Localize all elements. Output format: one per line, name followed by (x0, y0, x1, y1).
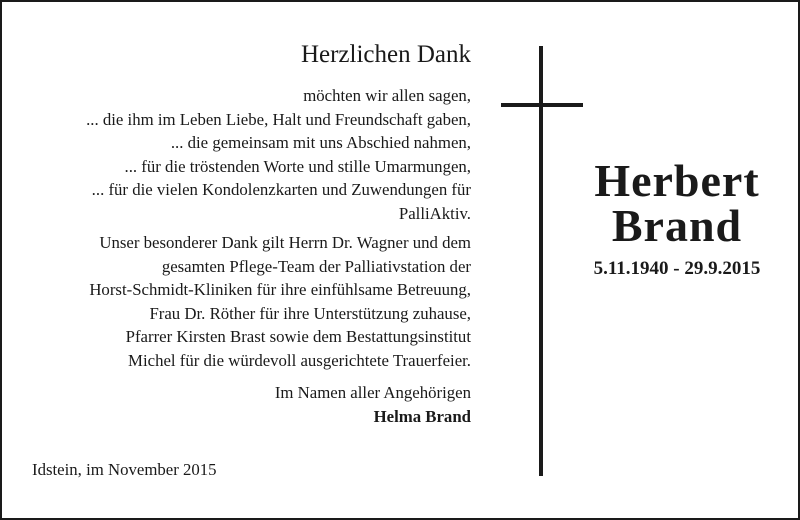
special-thanks-line: Pfarrer Kirsten Brast sowie dem Bestattungsinstitut (125, 327, 471, 347)
signoff-block (275, 381, 471, 428)
thanks-paragraph (86, 84, 471, 226)
life-dates: 5.11.1940 - 29.9.2015 (593, 258, 761, 279)
special-thanks-line: Unser besonderer Dank gilt Herrn Dr. Wagner und dem (99, 233, 471, 252)
thanks-line: möchten wir allen sagen, (303, 86, 471, 105)
special-thanks-line: Horst-Schmidt-Kliniken für ihre einfühlsame Betreuung, (89, 280, 471, 300)
thanks-heading: Herzlichen Dank (300, 41, 471, 68)
deceased-last-name: Brand (611, 200, 743, 251)
thanks-line: ... für die tröstenden Worte und stille Umarmungen, (124, 156, 471, 176)
thanks-line: ... für die vielen Kondolenzkarten und Zuwendungen für (91, 180, 471, 200)
special-thanks-line: Michel für die würdevoll ausgerichtete Trauerfeier. (128, 350, 471, 370)
place-date: Idstein, im November 2015 (32, 460, 217, 479)
thanks-line: ... die ihm im Leben Liebe, Halt und Freundschaft gaben, (86, 109, 471, 129)
special-thanks-line: Frau Dr. Röther für ihre Unterstützung zuhause, (149, 303, 471, 323)
deceased-name (562, 155, 792, 251)
cross-vertical-bar (539, 46, 543, 476)
thanks-line: PalliAktiv. (398, 203, 471, 223)
special-thanks-line: gesamten Pflege-Team der Palliativstation der (161, 256, 471, 276)
deceased-first-name: Herbert (594, 155, 760, 206)
signer-name: Helma Brand (373, 406, 471, 426)
thanks-line: ... die gemeinsam mit uns Abschied nahmen, (170, 133, 471, 153)
cross-horizontal-bar (501, 103, 583, 107)
signoff-text: Im Namen aller Angehörigen (274, 383, 471, 402)
special-thanks-paragraph (89, 231, 471, 373)
